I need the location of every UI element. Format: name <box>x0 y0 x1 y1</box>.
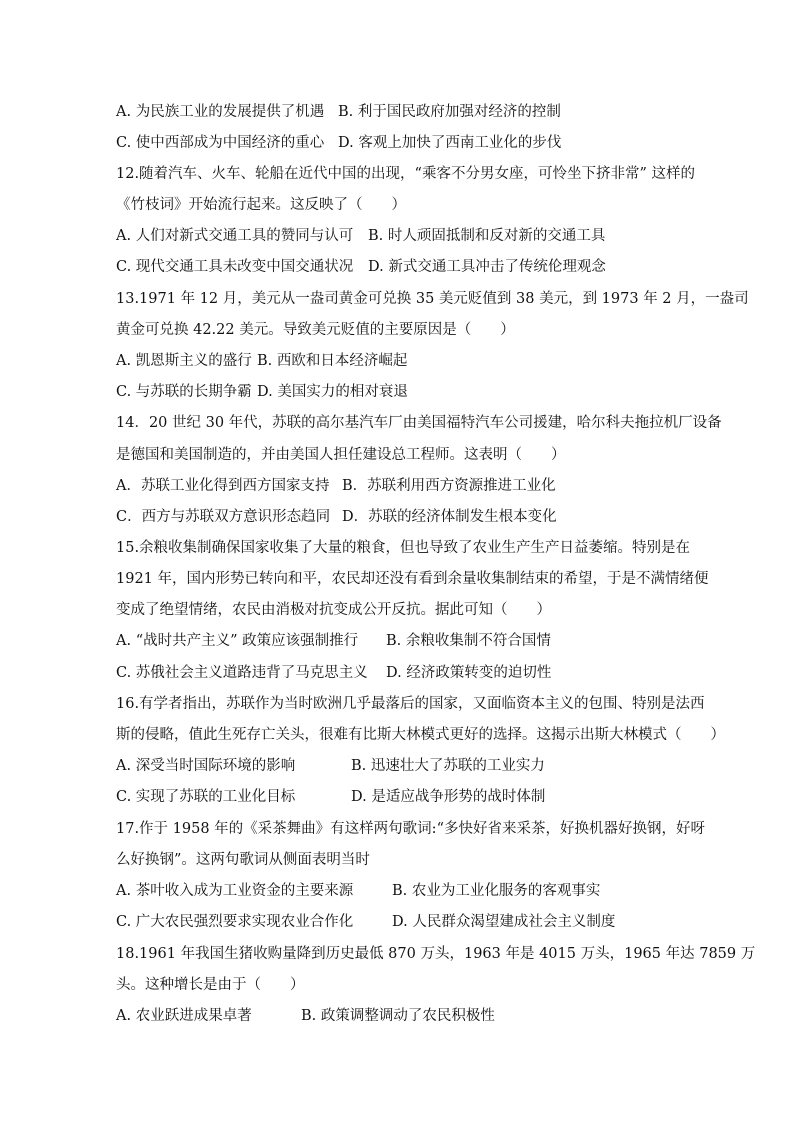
q18-stem-line-2: 头。这种增长是由于（ ） <box>116 977 305 993</box>
q16-option-c[interactable]: C. 实现了苏联的工业化目标 <box>116 789 296 805</box>
q13-option-a[interactable]: A. 凯恩斯主义的盛行 <box>116 353 252 369</box>
q16-option-a[interactable]: A. 深受当时国际环境的影响 <box>116 758 296 774</box>
q12-option-d[interactable]: D. 新式交通工具冲击了传统伦理观念 <box>368 259 606 275</box>
q13-stem-line-2: 黄金可兑换 42.22 美元。导致美元贬值的主要原因是（ ） <box>116 322 515 338</box>
q15-option-b[interactable]: B. 余粮收集制不符合国情 <box>386 633 551 649</box>
q15-stem-line-1: 15.余粮收集制确保国家收集了大量的粮食，但也导致了农业生产生产日益萎缩。特别是在 <box>116 540 691 556</box>
q16-option-d[interactable]: D. 是适应战争形势的战时体制 <box>351 789 546 805</box>
q17-option-a[interactable]: A. 茶叶收入成为工业资金的主要来源 <box>116 883 354 899</box>
q16-stem-line-1: 16.有学者指出，苏联作为当时欧洲几乎最落后的国家，又面临资本主义的包围、特别是法西 <box>116 696 705 712</box>
q11-option-a[interactable]: A. 为民族工业的发展提供了机遇 <box>116 104 325 120</box>
q17-option-c[interactable]: C. 广大农民强烈要求实现农业合作化 <box>116 914 354 930</box>
q17-option-d[interactable]: D. 人民群众渴望建成社会主义制度 <box>392 914 616 930</box>
q13-option-d[interactable]: D. 美国实力的相对衰退 <box>257 384 408 400</box>
q15-option-d[interactable]: D. 经济政策转变的迫切性 <box>386 665 552 681</box>
q13-option-c[interactable]: C. 与苏联的长期争霸 <box>116 384 252 400</box>
q14-option-d[interactable]: D．苏联的经济体制发生根本变化 <box>342 509 557 525</box>
q18-stem-line-1: 18.1961 年我国生猪收购量降到历史最低 870 万头，1963 年是 4015 万头，1965 年达 7859 万 <box>116 946 756 962</box>
q11-option-c[interactable]: C. 使中西部成为中国经济的重心 <box>116 135 325 151</box>
q12-option-b[interactable]: B. 时人顽固抵制和反对新的交通工具 <box>368 228 606 244</box>
q14-stem-line-2: 是德国和美国制造的，并由美国人担任建设总工程师。这表明（ ） <box>116 447 566 463</box>
q18-option-b[interactable]: B. 政策调整调动了农民积极性 <box>301 1008 495 1024</box>
q16-option-b[interactable]: B. 迅速壮大了苏联的工业实力 <box>351 758 545 774</box>
q15-option-c[interactable]: C. 苏俄社会主义道路违背了马克思主义 <box>116 665 368 681</box>
q11-option-b[interactable]: B. 利于国民政府加强对经济的控制 <box>338 104 561 120</box>
q15-option-a[interactable]: A. “战时共产主义” 政策应该强制推行 <box>116 633 359 649</box>
q12-stem-line-2: 《竹枝词》开始流行起来。这反映了（ ） <box>116 197 406 213</box>
q16-stem-line-2: 斯的侵略，值此生死存亡关头，很难有比斯大林模式更好的选择。这揭示出斯大林模式（ ） <box>116 727 725 743</box>
q17-option-b[interactable]: B. 农业为工业化服务的客观事实 <box>392 883 601 899</box>
q15-stem-line-3: 变成了绝望情绪，农民由消极对抗变成公开反抗。据此可知（ ） <box>116 602 551 618</box>
q12-option-a[interactable]: A. 人们对新式交通工具的赞同与认可 <box>116 228 354 244</box>
q13-option-b[interactable]: B. 西欧和日本经济崛起 <box>257 353 408 369</box>
q17-stem-line-2: 么好换钢”。这两句歌词从侧面表明当时 <box>116 852 370 868</box>
q12-option-c[interactable]: C. 现代交通工具未改变中国交通状况 <box>116 259 354 275</box>
q14-option-b[interactable]: B．苏联利用西方资源推进工业化 <box>342 478 556 494</box>
q17-stem-line-1: 17.作于 1958 年的《采茶舞曲》有这样两句歌词:“多快好省来采茶，好换机器好换钢，好呀 <box>116 821 705 837</box>
q14-stem-line-1: 14．20 世纪 30 年代，苏联的高尔基汽车厂由美国福特汽车公司援建，哈尔科夫拖拉机厂设备 <box>116 415 722 431</box>
q15-stem-line-2: 1921 年，国内形势已转向和平，农民却还没有看到余量收集制结束的希望，于是不满情绪便 <box>116 571 709 587</box>
q12-stem-line-1: 12.随着汽车、火车、轮船在近代中国的出现，“乘客不分男女座，可怜坐下挤非常” 这样的 <box>116 166 695 182</box>
q14-option-a[interactable]: A．苏联工业化得到西方国家支持 <box>116 478 330 494</box>
q14-option-c[interactable]: C．西方与苏联双方意识形态趋同 <box>116 509 331 525</box>
q13-stem-line-1: 13.1971 年 12 月，美元从一盎司黄金可兑换 35 美元贬值到 38 美元，到 1973 年 2 月，一盎司 <box>116 291 749 307</box>
q18-option-a[interactable]: A. 农业跃进成果卓著 <box>116 1008 252 1024</box>
q11-option-d[interactable]: D. 客观上加快了西南工业化的步伐 <box>338 135 562 151</box>
